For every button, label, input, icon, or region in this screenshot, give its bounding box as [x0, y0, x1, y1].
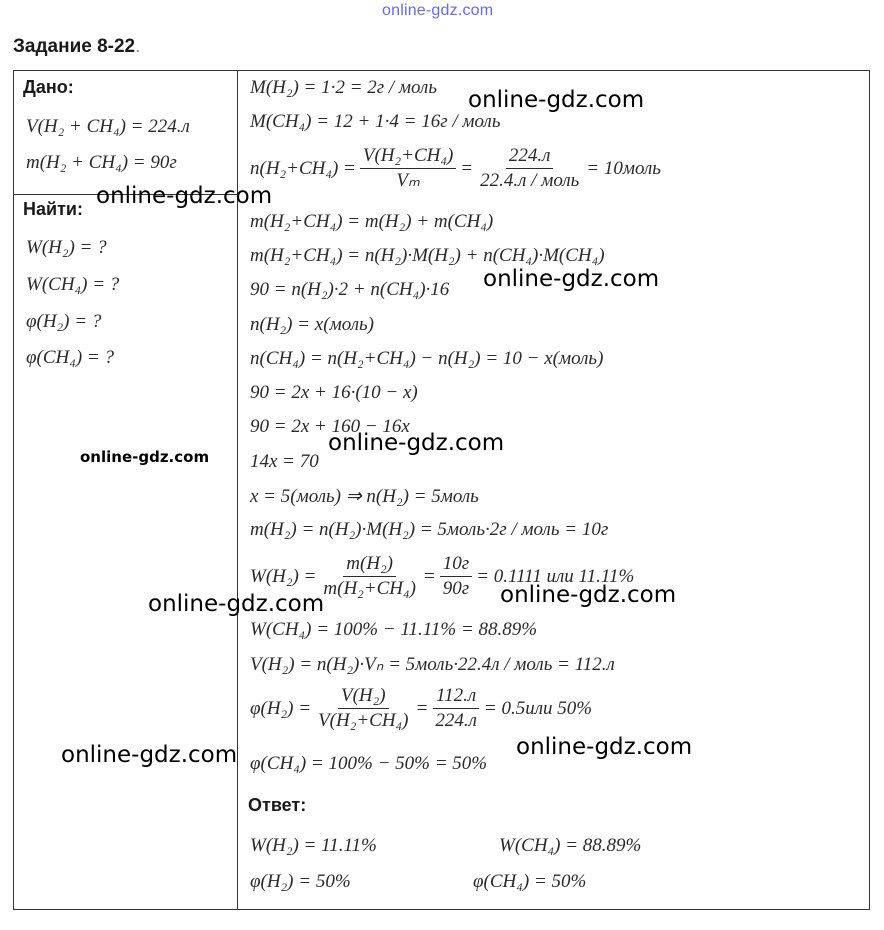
fraction-rhs: = 10моль — [586, 157, 661, 179]
find-phi-h2: φ(H₂) = ? — [26, 311, 102, 332]
watermark: online-gdz.com — [468, 87, 645, 113]
solution-line: φ(CH₄) = 100% − 50% = 50% — [250, 753, 488, 774]
watermark: online-gdz.com — [500, 582, 677, 608]
fraction-numerator: V(H₂) — [338, 685, 389, 709]
task-title — [13, 36, 140, 58]
fraction-lhs: n(H₂+CH₄) = — [250, 157, 356, 179]
find-phi-ch4: φ(CH₄) = ? — [26, 347, 114, 368]
solution-line: 14x = 70 — [250, 451, 319, 472]
site-header-watermark: online-gdz.com — [382, 2, 494, 19]
solution-line: M(H₂) = 1·2 = 2г / моль — [250, 77, 437, 98]
answer-label: Ответ: — [248, 795, 307, 815]
fraction-rhs: = 0.1111 или 11.11% — [476, 565, 635, 587]
solution-line: n(H₂) = x(моль) — [250, 314, 374, 335]
fraction-equals: = — [415, 697, 429, 719]
given-volume: V(H₂ + CH₄) = 224.л — [26, 116, 190, 137]
solution-line: m(H₂+CH₄) = n(H₂)·M(H₂) + n(CH₄)·M(CH₄) — [250, 245, 605, 266]
fraction-numerator: 224.л — [506, 145, 554, 169]
watermark: online-gdz.com — [80, 448, 210, 466]
fraction-denominator: 224.л — [435, 710, 477, 731]
find-w-ch4: W(CH₄) = ? — [26, 274, 120, 295]
fraction-denominator: V(H₂+CH₄) — [318, 710, 409, 731]
watermark: online-gdz.com — [148, 591, 325, 617]
solution-line: x = 5(моль) ⇒ n(H₂) = 5моль — [250, 486, 479, 507]
solution-line: M(CH₄) = 12 + 1·4 = 16г / моль — [250, 111, 501, 132]
fraction-equals: = — [422, 565, 436, 587]
watermark: online-gdz.com — [516, 734, 693, 760]
fraction-numerator: V(H₂+CH₄) — [360, 145, 456, 169]
watermark: online-gdz.com — [483, 266, 660, 292]
solution-fraction-phi — [250, 685, 592, 732]
fraction-denominator: 90г — [442, 578, 470, 599]
solution-line: V(H₂) = n(H₂)·Vₙ = 5моль·22.4л / моль = 112.л — [250, 654, 615, 675]
fraction-rhs: = 0.5или 50% — [483, 697, 593, 719]
fraction-equals: = — [460, 157, 474, 179]
solution-fraction-n — [250, 145, 661, 192]
watermark: online-gdz.com — [61, 742, 238, 768]
solution-line: n(CH₄) = n(H₂+CH₄) − n(H₂) = 10 − x(моль) — [250, 348, 604, 369]
fraction-numerator: 10г — [440, 553, 472, 577]
answer-phi-h2: φ(H₂) = 50% — [250, 871, 351, 892]
fraction-denominator: 22.4.л / моль — [480, 170, 580, 191]
task-title-dot: . — [135, 36, 141, 57]
solution-line: 90 = n(H₂)·2 + n(CH₄)·16 — [250, 279, 450, 300]
given-label: Дано: — [23, 77, 74, 97]
given-mass: m(H₂ + CH₄) = 90г — [26, 152, 177, 173]
fraction-lhs: W(H₂) = — [250, 565, 317, 587]
solution-line: W(CH₄) = 100% − 11.11% = 88.89% — [250, 619, 538, 640]
solution-line: 90 = 2x + 16·(10 − x) — [250, 382, 418, 403]
watermark: online-gdz.com — [96, 183, 273, 209]
find-label: Найти: — [23, 199, 83, 219]
fraction-lhs: φ(H₂) = — [250, 697, 312, 719]
fraction-numerator: m(H₂) — [343, 553, 396, 577]
answer-phi-ch4: φ(CH₄) = 50% — [473, 871, 587, 892]
solution-line: m(H₂+CH₄) = m(H₂) + m(CH₄) — [250, 211, 494, 232]
answer-w-ch4: W(CH₄) = 88.89% — [499, 835, 642, 856]
answer-w-h2: W(H₂) = 11.11% — [250, 835, 377, 856]
solution-line: 90 = 2x + 160 − 16x — [250, 416, 410, 437]
find-w-h2: W(H₂) = ? — [26, 237, 107, 258]
fraction-numerator: 112.л — [433, 685, 479, 709]
solution-line: m(H₂) = n(H₂)·M(H₂) = 5моль·2г / моль = 10г — [250, 519, 609, 540]
fraction-denominator: m(H₂+CH₄) — [323, 578, 416, 599]
fraction-denominator: Vₘ — [396, 170, 420, 191]
task-title-text: Задание 8-22 — [13, 36, 136, 57]
watermark: online-gdz.com — [328, 430, 505, 456]
